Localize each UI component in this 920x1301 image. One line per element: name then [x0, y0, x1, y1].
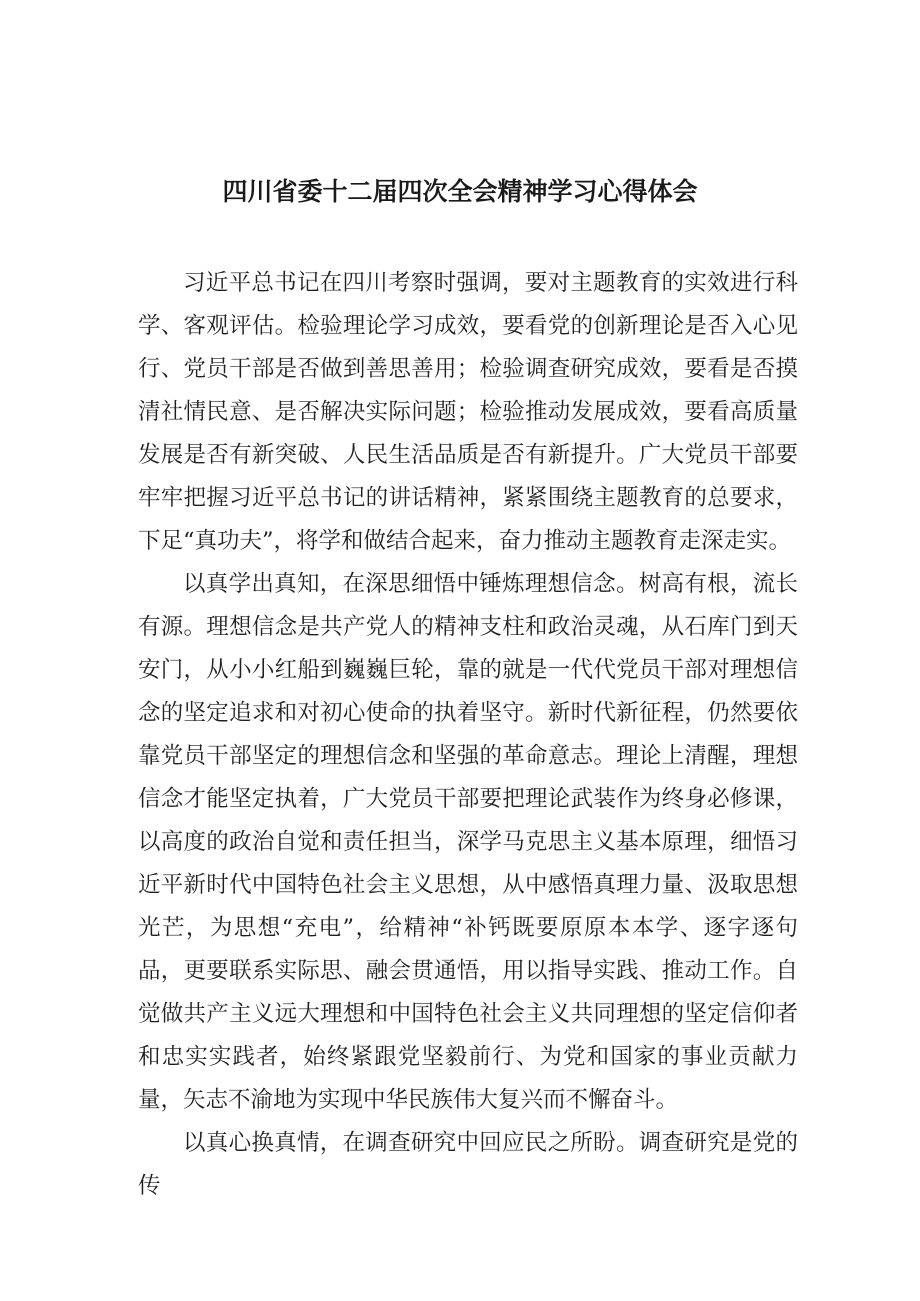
- paragraph-1: 习近平总书记在四川考察时强调，要对主题教育的实效进行科学、客观评估。检验理论学习成效，要看党的创新理论是否入心见行、党员干部是否做到善思善用；检验调查研究成效，要看是否摸清社情民意、是否解决实际问题；检验推动发展成效，要看高质量发展是否有新突破、人民生活品质是否有新提升。广大党员干部要牢牢把握习近平总书记的讲话精神，紧紧围绕主题教育的总要求，下足“真功夫”，将学和做结合起来，奋力推动主题教育走深走实。: [138, 270, 798, 554]
- paragraph-3: 以真心换真情，在调查研究中回应民之所盼。调查研究是党的传: [138, 1130, 798, 1199]
- document-body: [138, 262, 798, 1208]
- paragraph-2: 以真学出真知，在深思细悟中锤炼理想信念。树高有根，流长有源。理想信念是共产党人的精神支柱和政治灵魂，从石库门到天安门，从小小红船到巍巍巨轮，靠的就是一代代党员干部对理想信念的坚定追求和对初心使命的执着坚守。新时代新征程，仍然要依靠党员干部坚定的理想信念和坚强的革命意志。理论上清醒，理想信念才能坚定执着，广大党员干部要把理论武装作为终身必修课，以高度的政治自觉和责任担当，深学马克思主义基本原理，细悟习近平新时代中国特色社会主义思想，从中感悟真理力量、汲取思想光芒，为思想“充电”，给精神“补钙既要原原本本学、逐字逐句品，更要联系实际思、融会贯通悟，用以指导实践、推动工作。自觉做共产主义远大理想和中国特色社会主义共同理想的坚定信仰者和忠实实践者，始终紧跟党坚毅前行、为党和国家的事业贡献力量，矢志不渝地为实现中华民族伟大复兴而不懈奋斗。: [138, 571, 798, 1113]
- document-title: 四川省委十二届四次全会精神学习心得体会: [222, 177, 698, 206]
